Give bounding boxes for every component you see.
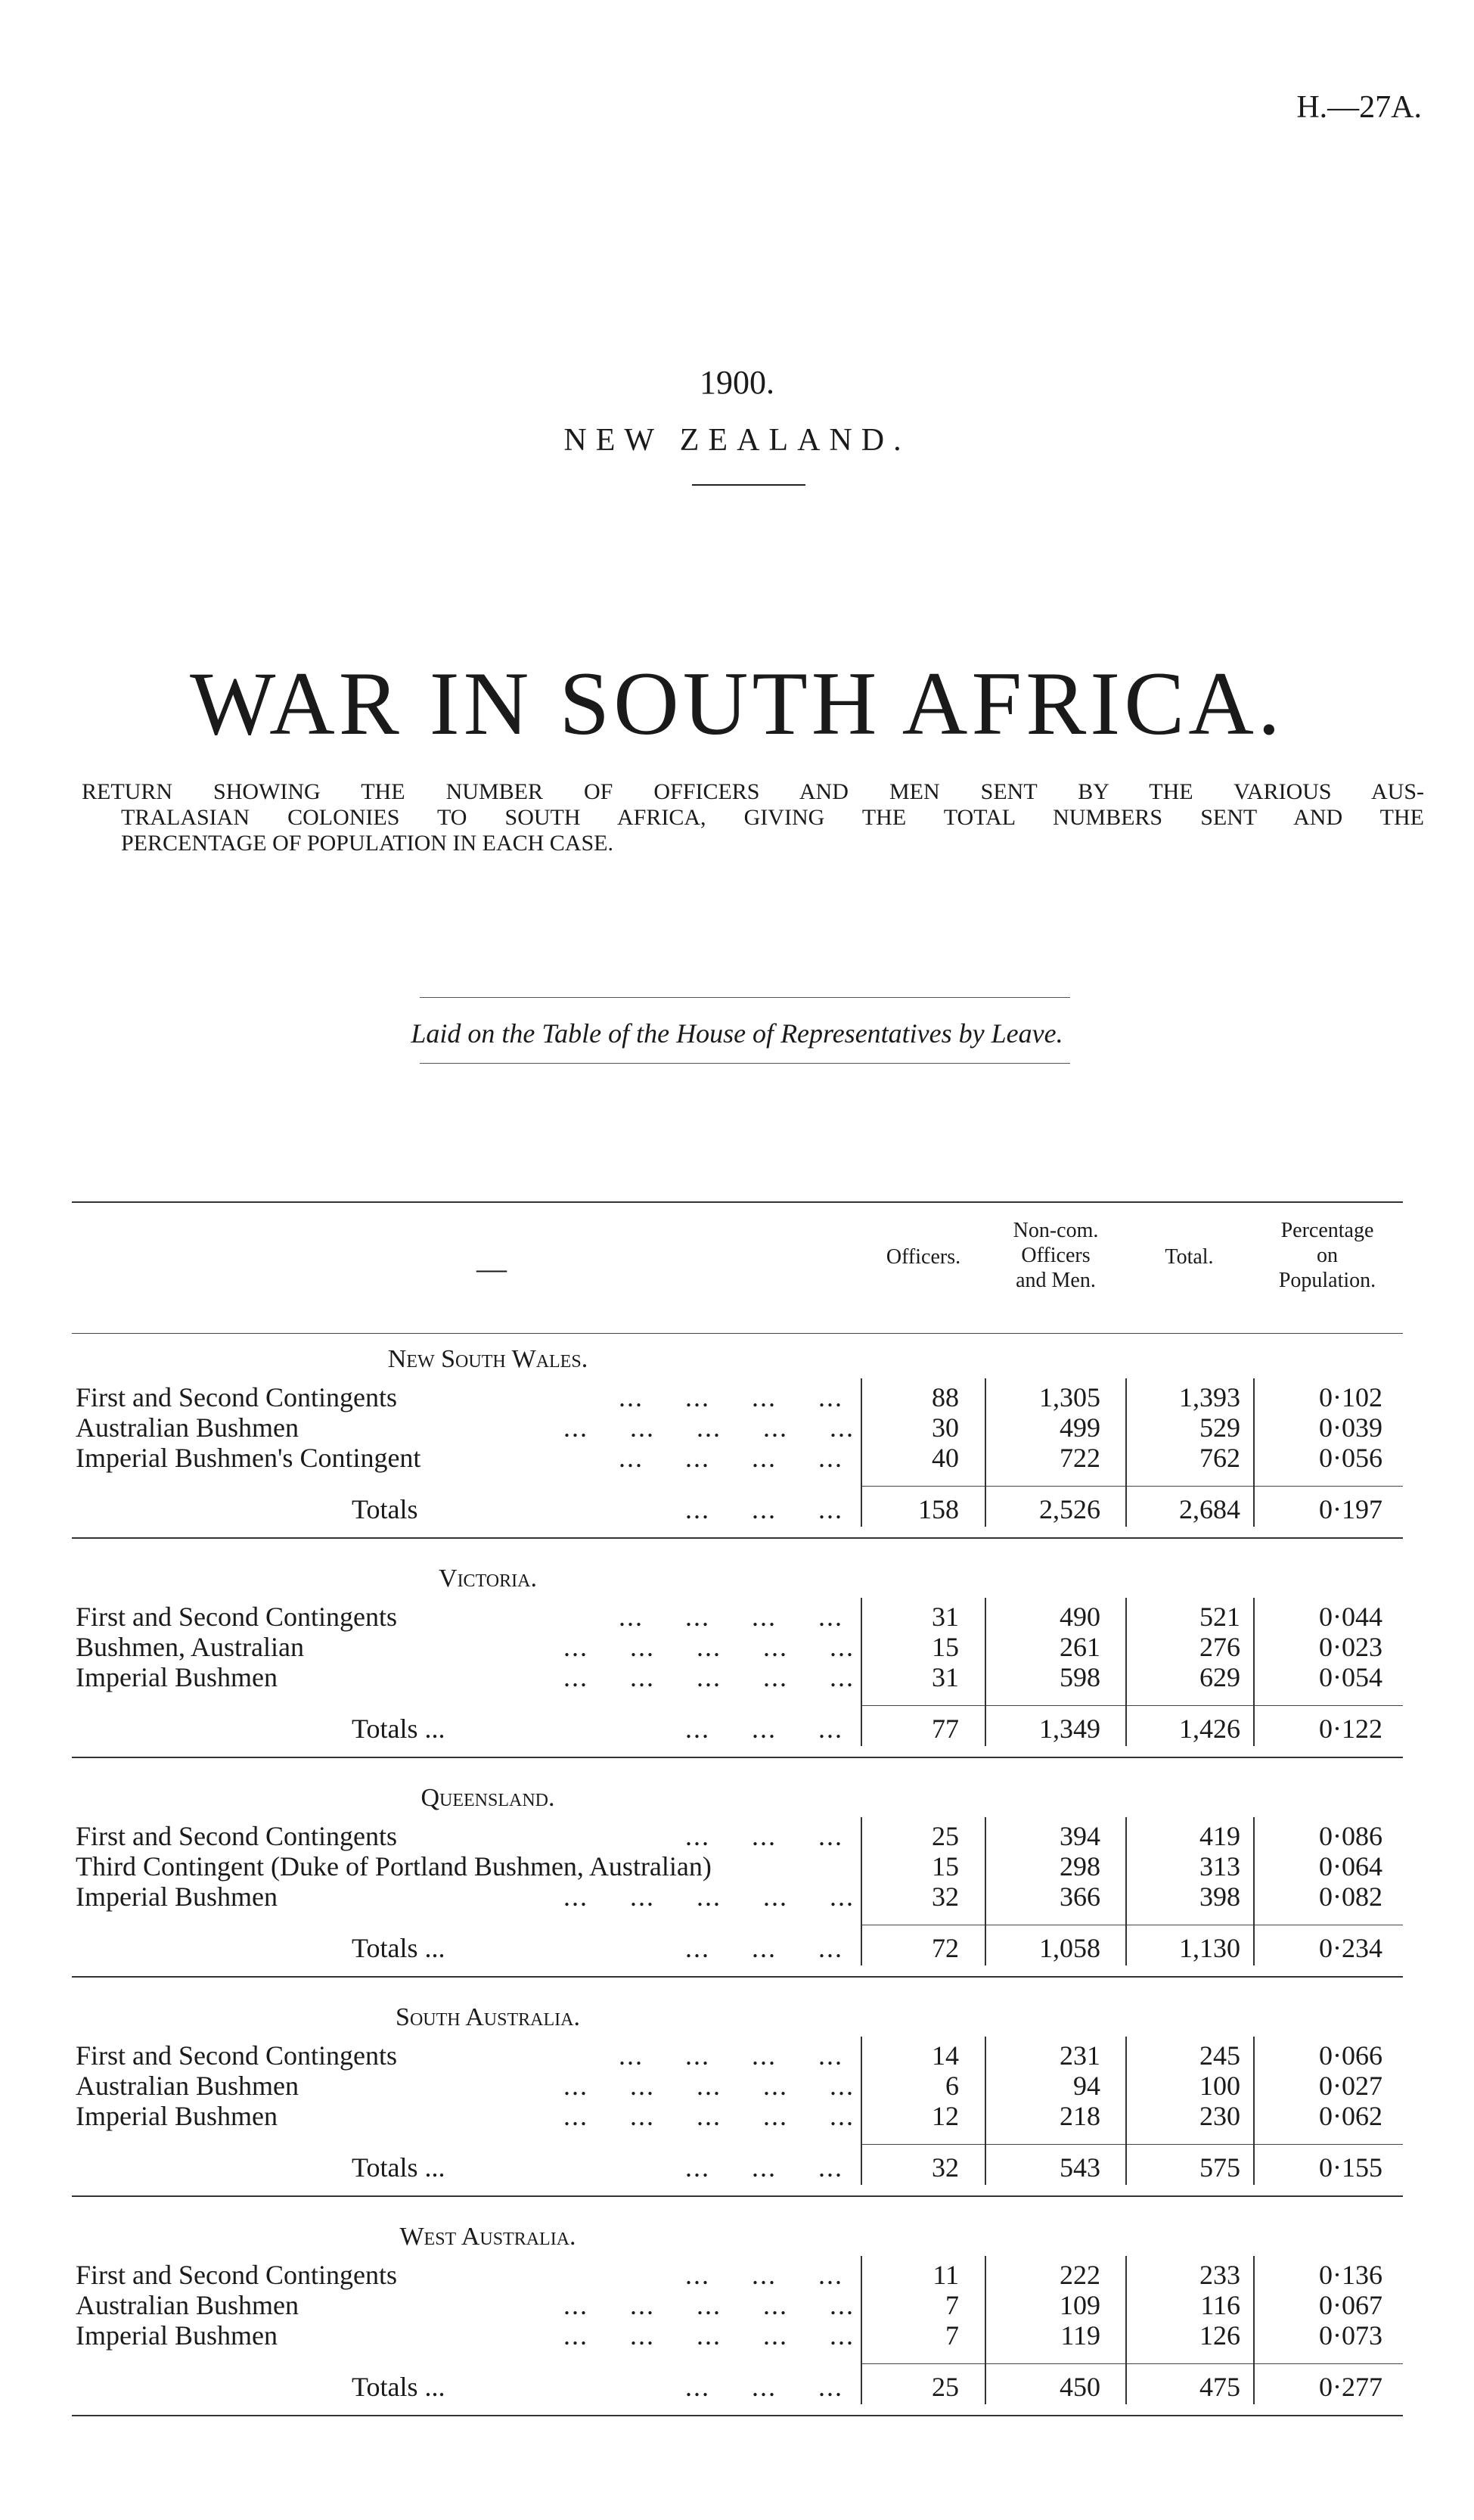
leader-dots: ... ... ... [685, 2152, 843, 2183]
row-label: First and Second Contingents [76, 1602, 397, 1632]
row-label: Imperial Bushmen [76, 1881, 278, 1912]
header-percentage-line-1: Percentage [1280, 1219, 1374, 1242]
description-line-1: RETURN SHOWING THE NUMBER OF OFFICERS AND MEN SENT BY THE VARIOUS AUS- [82, 779, 1424, 804]
cell-officers: 12 [932, 2101, 959, 2131]
cell-total: 398 [1199, 1881, 1240, 1912]
cell-men: 1,305 [1039, 1382, 1100, 1412]
return-description [82, 779, 1424, 856]
leader-dots: ... ... ... ... ... [563, 2071, 855, 2101]
document-year: 1900. [700, 364, 774, 401]
totals-pct: 0·155 [1319, 2152, 1382, 2183]
totals-total: 575 [1199, 2152, 1240, 2183]
cell-pct: 0·062 [1319, 2101, 1382, 2131]
cell-men: 218 [1060, 2101, 1100, 2131]
cell-pct: 0·056 [1319, 1443, 1382, 1473]
leader-dots: ... ... ... ... ... [563, 2101, 855, 2131]
cell-officers: 88 [932, 1382, 959, 1412]
cell-men: 261 [1060, 1632, 1100, 1662]
row-label: First and Second Contingents [76, 2260, 397, 2290]
totals-men: 1,058 [1039, 1933, 1100, 1963]
cell-men: 94 [1073, 2071, 1100, 2101]
header-noncom-line-3: and Men. [1016, 1269, 1096, 1292]
row-label: Australian Bushmen [76, 2071, 299, 2101]
cell-total: 762 [1199, 1443, 1240, 1473]
row-label: Third Contingent (Duke of Portland Bushmen, Australian) [76, 1851, 712, 1881]
cell-pct: 0·054 [1319, 1662, 1382, 1692]
column-divider [1253, 2037, 1255, 2185]
leader-dots: ... ... ... [685, 1494, 843, 1524]
row-label: Imperial Bushmen [76, 2320, 278, 2351]
cell-pct: 0·073 [1319, 2320, 1382, 2351]
cell-men: 394 [1060, 1821, 1100, 1851]
description-line-2: TRALASIAN COLONIES TO SOUTH AFRICA, GIVING THE TOTAL NUMBERS SENT AND THE [121, 805, 1424, 830]
column-divider [1253, 1378, 1255, 1527]
totals-total: 475 [1199, 2372, 1240, 2402]
totals-officers: 77 [932, 1714, 959, 1744]
cell-pct: 0·064 [1319, 1851, 1382, 1881]
column-divider [861, 1817, 862, 1965]
column-divider [985, 2037, 986, 2185]
cell-pct: 0·044 [1319, 1602, 1382, 1632]
column-divider [1125, 2037, 1127, 2185]
leader-dots: ... ... ... [685, 1714, 843, 1744]
cell-men: 298 [1060, 1851, 1100, 1881]
cell-total: 313 [1199, 1851, 1240, 1881]
totals-total: 2,684 [1179, 1494, 1240, 1524]
cell-officers: 14 [932, 2040, 959, 2071]
totals-pct: 0·197 [1319, 1494, 1382, 1524]
totals-officers: 72 [932, 1933, 959, 1963]
totals-men: 2,526 [1039, 1494, 1100, 1524]
leader-dots: ... ... ... ... ... [563, 2290, 855, 2320]
column-divider [861, 1598, 862, 1746]
cell-men: 490 [1060, 1602, 1100, 1632]
cell-officers: 25 [932, 1821, 959, 1851]
cell-officers: 7 [945, 2320, 959, 2351]
column-divider [985, 1817, 986, 1965]
header-noncom [987, 1218, 1125, 1293]
header-bottom-rule [72, 1333, 1403, 1334]
totals-officers: 32 [932, 2152, 959, 2183]
cell-total: 629 [1199, 1662, 1240, 1692]
leader-dots: ... ... ... ... [619, 2040, 843, 2071]
totals-men: 450 [1060, 2372, 1100, 2402]
totals-label: Totals ... [352, 1714, 445, 1744]
header-percentage-line-3: Population. [1278, 1269, 1376, 1292]
cell-officers: 11 [932, 2260, 959, 2290]
column-divider [861, 2037, 862, 2185]
cell-total: 245 [1199, 2040, 1240, 2071]
title-divider [692, 484, 805, 486]
cell-men: 119 [1060, 2320, 1100, 2351]
header-noncom-line-1: Non-com. [1013, 1219, 1099, 1242]
leader-dots: ... ... ... [685, 2372, 843, 2402]
column-divider [985, 2256, 986, 2404]
laid-rule-bottom [420, 1063, 1070, 1064]
cell-total: 529 [1199, 1412, 1240, 1443]
column-divider [861, 1378, 862, 1527]
cell-men: 366 [1060, 1881, 1100, 1912]
section-heading: South Australia. [396, 2003, 580, 2031]
totals-pct: 0·122 [1319, 1714, 1382, 1744]
header-officers: Officers. [886, 1245, 961, 1269]
totals-rule [862, 1705, 1403, 1706]
cell-total: 1,393 [1179, 1382, 1240, 1412]
cell-officers: 32 [932, 1881, 959, 1912]
cell-total: 116 [1200, 2290, 1240, 2320]
cell-officers: 30 [932, 1412, 959, 1443]
totals-men: 1,349 [1039, 1714, 1100, 1744]
cell-officers: 15 [932, 1632, 959, 1662]
document-country: NEW ZEALAND. [563, 423, 911, 458]
column-divider [1125, 1598, 1127, 1746]
column-divider [1253, 1598, 1255, 1746]
section-heading: New South Wales. [387, 1345, 588, 1373]
cell-pct: 0·086 [1319, 1821, 1382, 1851]
table-top-rule [72, 1201, 1403, 1203]
cell-total: 276 [1199, 1632, 1240, 1662]
cell-men: 722 [1060, 1443, 1100, 1473]
laid-statement: Laid on the Table of the House of Representatives by Leave. [411, 1018, 1063, 1049]
row-label: Imperial Bushmen [76, 1662, 278, 1692]
totals-officers: 158 [918, 1494, 959, 1524]
header-blank: — [476, 1251, 507, 1285]
cell-total: 419 [1199, 1821, 1240, 1851]
leader-dots: ... ... ... [685, 1821, 843, 1851]
page-title: WAR IN SOUTH AFRICA. [190, 653, 1284, 754]
totals-pct: 0·277 [1319, 2372, 1382, 2402]
section-heading: West Australia. [399, 2223, 576, 2251]
totals-total: 1,426 [1179, 1714, 1240, 1744]
section-bottom-rule [72, 1976, 1403, 1978]
totals-men: 543 [1060, 2152, 1100, 2183]
totals-total: 1,130 [1179, 1933, 1240, 1963]
row-label: First and Second Contingents [76, 1382, 397, 1412]
header-percentage-line-2: on [1317, 1244, 1338, 1267]
cell-pct: 0·102 [1319, 1382, 1382, 1412]
cell-total: 230 [1199, 2101, 1240, 2131]
cell-total: 233 [1199, 2260, 1240, 2290]
header-total: Total. [1165, 1245, 1214, 1269]
cell-officers: 6 [945, 2071, 959, 2101]
section-bottom-rule [72, 1757, 1403, 1758]
row-label: Australian Bushmen [76, 2290, 299, 2320]
cell-men: 231 [1060, 2040, 1100, 2071]
totals-rule [862, 2144, 1403, 2145]
description-line-3: PERCENTAGE OF POPULATION IN EACH CASE. [121, 831, 613, 856]
leader-dots: ... ... ... ... [619, 1443, 843, 1473]
cell-pct: 0·067 [1319, 2290, 1382, 2320]
row-label: First and Second Contingents [76, 2040, 397, 2071]
row-label: First and Second Contingents [76, 1821, 397, 1851]
totals-officers: 25 [932, 2372, 959, 2402]
cell-men: 222 [1060, 2260, 1100, 2290]
totals-label: Totals ... [352, 2372, 445, 2402]
totals-pct: 0·234 [1319, 1933, 1382, 1963]
leader-dots: ... ... ... ... ... [563, 1662, 855, 1692]
section-heading: Victoria. [439, 1565, 537, 1592]
cell-total: 100 [1199, 2071, 1240, 2101]
cell-men: 598 [1060, 1662, 1100, 1692]
column-divider [1253, 2256, 1255, 2404]
cell-officers: 15 [932, 1851, 959, 1881]
column-divider [1125, 1817, 1127, 1965]
column-divider [985, 1378, 986, 1527]
section-heading: Queensland. [420, 1784, 555, 1812]
cell-total: 126 [1199, 2320, 1240, 2351]
leader-dots: ... ... ... [685, 2260, 843, 2290]
cell-pct: 0·136 [1319, 2260, 1382, 2290]
totals-label: Totals ... [352, 1933, 445, 1963]
cell-pct: 0·066 [1319, 2040, 1382, 2071]
cell-pct: 0·027 [1319, 2071, 1382, 2101]
cell-men: 499 [1060, 1412, 1100, 1443]
document-reference: H.—27A. [1296, 90, 1422, 125]
totals-rule [862, 2363, 1403, 2364]
cell-officers: 40 [932, 1443, 959, 1473]
cell-men: 109 [1060, 2290, 1100, 2320]
section-bottom-rule [72, 2195, 1403, 2197]
section-bottom-rule [72, 1537, 1403, 1539]
cell-officers: 31 [932, 1662, 959, 1692]
row-label: Imperial Bushmen [76, 2101, 278, 2131]
cell-pct: 0·082 [1319, 1881, 1382, 1912]
column-divider [985, 1598, 986, 1746]
leader-dots: ... ... ... ... ... [563, 1632, 855, 1662]
column-divider [1253, 1817, 1255, 1965]
header-percentage [1255, 1218, 1399, 1293]
leader-dots: ... ... ... [685, 1933, 843, 1963]
leader-dots: ... ... ... ... [619, 1382, 843, 1412]
totals-label: Totals [352, 1494, 418, 1524]
row-label: Bushmen, Australian [76, 1632, 304, 1662]
leader-dots: ... ... ... ... ... [563, 2320, 855, 2351]
cell-pct: 0·039 [1319, 1412, 1382, 1443]
totals-label: Totals ... [352, 2152, 445, 2183]
cell-officers: 7 [945, 2290, 959, 2320]
cell-pct: 0·023 [1319, 1632, 1382, 1662]
cell-officers: 31 [932, 1602, 959, 1632]
row-label: Australian Bushmen [76, 1412, 299, 1443]
header-noncom-line-2: Officers [1021, 1244, 1091, 1267]
leader-dots: ... ... ... ... ... [563, 1881, 855, 1912]
column-divider [1125, 2256, 1127, 2404]
totals-rule [862, 1486, 1403, 1487]
leader-dots: ... ... ... ... ... [563, 1412, 855, 1443]
laid-rule-top [420, 997, 1070, 998]
column-divider [861, 2256, 862, 2404]
leader-dots: ... ... ... ... [619, 1602, 843, 1632]
cell-total: 521 [1199, 1602, 1240, 1632]
row-label: Imperial Bushmen's Contingent [76, 1443, 421, 1473]
section-bottom-rule [72, 2415, 1403, 2416]
column-divider [1125, 1378, 1127, 1527]
